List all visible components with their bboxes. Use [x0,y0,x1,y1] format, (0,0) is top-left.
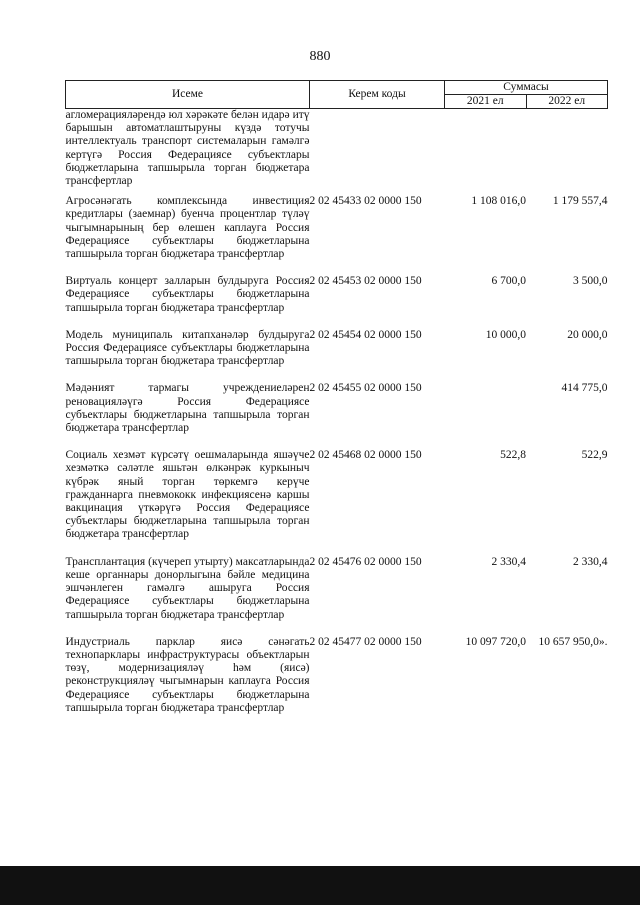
row-value-2022: 414 775,0 [561,382,608,395]
row-value-2021 [445,109,527,195]
row-value-2021: 10 000,0 [485,328,526,341]
row-code [310,109,445,195]
column-header-name: Исеме [66,81,310,109]
row-code: 2 02 45433 02 0000 150 [309,195,422,208]
table-row [66,109,608,195]
row-code: 2 02 45455 02 0000 150 [309,382,422,395]
row-value-2022: 1 179 557,4 [552,195,608,208]
row-value-2022: 522,9 [581,449,608,462]
row-code: 2 02 45468 02 0000 150 [309,449,422,462]
row-name: Агросәнәгать комплексында инвестиция кредитлары (заемнар) буенча процентлар түләү чыгымнарының бер өлешен каплауга Россия Федерациясе субъектлары бюджетларына тапшырыла торган бюджетара трансфертлар [65,195,310,261]
table-row [66,381,608,448]
row-code: 2 02 45454 02 0000 150 [309,328,422,341]
row-name: Виртуаль концерт залларын булдыруга Россия Федерациясе субъектлары бюджетларына тапшырыла торган бюджетара трансфертлар [65,275,310,314]
table-row [66,635,608,728]
row-value-2021 [445,381,527,448]
row-value-2021: 6 700,0 [491,275,526,288]
row-value-2022: 3 500,0 [573,275,608,288]
table-row [66,555,608,635]
row-value-2021: 2 330,4 [491,555,526,568]
table-row [66,194,608,274]
row-name: Модель муниципаль китапханәләр булдыруга Россия Федерациясе субъектлары бюджетларына тапшырыла торган бюджетара трансфертлар [65,328,310,368]
table-row [66,328,608,382]
row-name: Индустриаль парклар яисә сәнәгать технопарклары инфраструктурасы объектларын төзү, модернизацияләү һәм (яисә) реконструкцияләү чыгымнарын каплауга Россия Федерациясе субъектлары бюджетларына тапшырыла торган бюджетара трансфертлар [65,635,310,714]
row-value-2022 [526,109,608,195]
column-header-code: Керем коды [310,81,445,109]
column-header-year-2021: 2021 ел [445,95,527,109]
row-name: Мәдәният тармагы учреждениеләрен реновацияләүгә Россия Федерациясе субъектлары бюджетларына тапшырыла торган бюджетара трансфертлар [65,382,310,435]
row-value-2022: 10 657 950,0». [538,635,608,648]
row-name: Трансплантация (күчереп утырту) максатларында кеше органнары донорлыгына бәйле медицина эшчәнлеген гамәлгә ашыруга Россия Федерациясе субъектлары бюджетларына тапшырыла торган бюджетара трансфертлар [65,555,310,621]
table-row [66,448,608,554]
table-row [66,274,608,328]
row-name: агломерацияләрендә юл хәрәкәте белән идарә итү барышын автоматлаштыруны күздә тотучы интеллектуаль транспорт системаларын гамәлгә кертүгә Россия Федерациясе субъектлары бюджетларына тапшырыла торган бюджетара трансфертлар [65,109,310,188]
column-header-sum: Суммасы [445,81,608,95]
row-code: 2 02 45453 02 0000 150 [309,275,422,288]
budget-table [65,80,608,728]
row-value-2021: 1 108 016,0 [471,195,526,208]
row-value-2021: 522,8 [500,449,526,462]
row-value-2022: 20 000,0 [567,328,608,341]
column-header-year-2022: 2022 ел [526,95,608,109]
row-code: 2 02 45477 02 0000 150 [309,635,422,648]
row-code: 2 02 45476 02 0000 150 [309,555,422,568]
row-value-2022: 2 330,4 [573,555,608,568]
page-number: 880 [309,49,331,64]
scan-bottom-edge [0,866,640,905]
row-name: Социаль хезмәт күрсәтү оешмаларында яшәүче хезмәткә сәләтле яшьтән өлкәнрәк куркыныч күбрәк яный торган төркемгә керүче гражданнарга пневмококк инфекциясенә каршы вакцинация үткәрүгә Россия Федерациясе субъектлары бюджетларына тапшырыла торган бюджетара трансфертлар [65,449,310,541]
row-value-2021: 10 097 720,0 [465,635,526,648]
